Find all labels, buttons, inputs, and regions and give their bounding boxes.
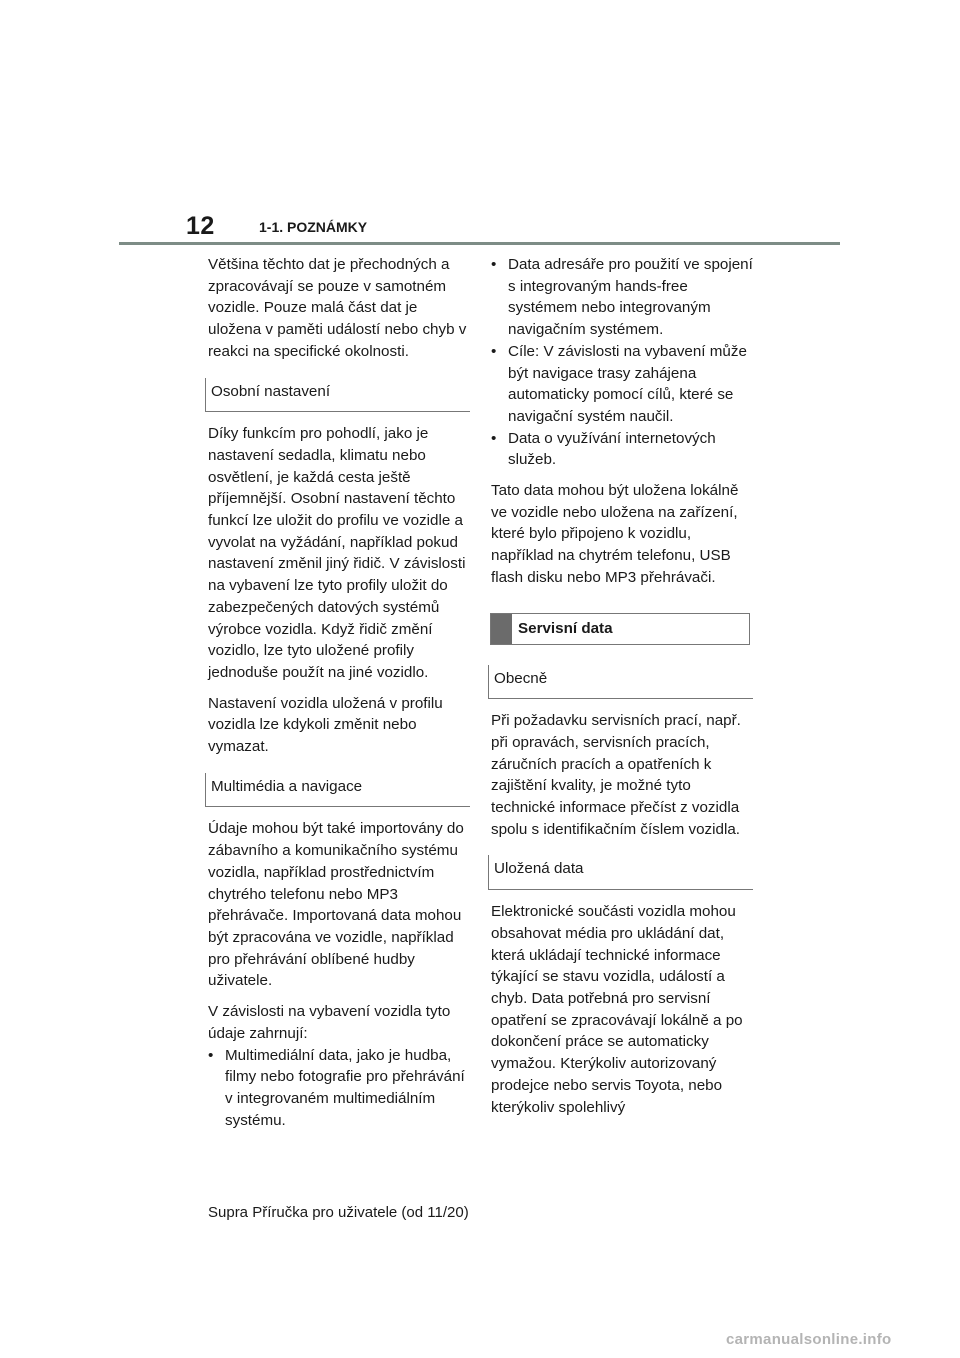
subheading-multimedia-navigation: Multimédia a navigace <box>205 773 470 808</box>
paragraph: Nastavení vozidla uložená v profilu vozidla lze kdykoli změnit nebo vymazat. <box>208 694 443 756</box>
watermark: carmanualsonline.info <box>726 1331 892 1348</box>
bullet-icon: • <box>491 342 497 360</box>
subheading-stored-data: Uložená data <box>488 855 753 890</box>
section-title: 1-1. POZNÁMKY <box>259 219 368 235</box>
list-item-text: Data adresáře pro použití ve spojení s integrovaným hands-free systémem nebo integrovaným navigačním systémem. <box>508 256 753 339</box>
list-item <box>491 341 753 428</box>
footer-manual-title: Supra Příručka pro uživatele (od 11/20) <box>208 1204 469 1221</box>
list-item-text: Data o využívání internetových služeb. <box>508 429 716 469</box>
list-item <box>491 254 753 341</box>
paragraph: Většina těchto dat je přechodných a zpracovávají se pouze v samotném vozidle. Pouze malá část dat je uložena v paměti událostí nebo chyb v reakci na specifické okolnosti. <box>208 256 467 360</box>
list-item <box>491 428 753 471</box>
list-item-text: Multimediální data, jako je hudba, filmy nebo fotografie pro přehrávání v integrovaném multimediálním systému. <box>225 1046 465 1129</box>
left-column <box>208 254 470 1140</box>
paragraph: Elektronické součásti vozidla mohou obsahovat média pro ukládání dat, která ukládají technické informace týkající se stavu vozidla, událostí a chyb. Data potřebná pro servisní opatření se zpracovávají lokálně a po dokončení práce se automaticky vymažou. Kterýkoliv autorizovaný prodejce nebo servis Toyota, nebo kterýkoliv spolehlivý <box>491 903 743 1116</box>
right-column <box>491 254 753 1127</box>
subheading-general: Obecně <box>488 665 753 700</box>
paragraph: Při požadavku servisních prací, např. při opravách, servisních pracích, záručních pracích a opatřeních k zajištění kvality, je možné tyto technické informace přečíst z vozidla spolu s identifikačním číslem vozidla. <box>491 712 741 838</box>
bullet-list <box>208 1045 470 1132</box>
header-divider <box>119 242 840 245</box>
paragraph: Tato data mohou být uložena lokálně ve vozidle nebo uložena na zařízení, které bylo připojeno k vozidlu, například na chytrém telefonu, USB flash disku nebo MP3 přehrávači. <box>491 482 739 586</box>
paragraph: V závislosti na vybavení vozidla tyto údaje zahrnují: <box>208 1003 451 1042</box>
subheading-personal-settings: Osobní nastavení <box>205 378 470 413</box>
paragraph: Díky funkcím pro pohodlí, jako je nastavení sedadla, klimatu nebo osvětlení, je každá cesta ještě příjemnější. Osobní nastavení těchto funkcí lze uložit do profilu ve vozidle a vyvolat na vyžádání, například pokud nastavení změnil jiný řidič. V závislosti na vybavení lze tyto profily uložit do zabezpečených datových systémů výrobce vozidla. Když řidič změní vozidlo, lze tyto uložené profily jednoduše použít na jiné vozidlo. <box>208 425 466 681</box>
paragraph: Údaje mohou být také importovány do zábavního a komunikačního systému vozidla, například prostřednictvím chytrého telefonu nebo MP3 přehrávače. Importovaná data mohou být zpracována ve vozidle, například pro přehrávání oblíbené hudby uživatele. <box>208 820 464 990</box>
bullet-icon: • <box>491 429 497 447</box>
list-item <box>208 1045 470 1132</box>
heading-marker <box>491 614 512 644</box>
list-item-text: Cíle: V závislosti na vybavení může být navigace trasy zahájena automaticky pomocí cílů, které se navigační systém naučil. <box>508 342 747 425</box>
bullet-icon: • <box>491 256 497 273</box>
bullet-icon: • <box>208 1046 214 1064</box>
section-heading-text: Servisní data <box>518 619 613 637</box>
bullet-list <box>491 254 753 471</box>
page-number: 12 <box>186 212 215 240</box>
section-heading-service-data <box>490 613 750 645</box>
